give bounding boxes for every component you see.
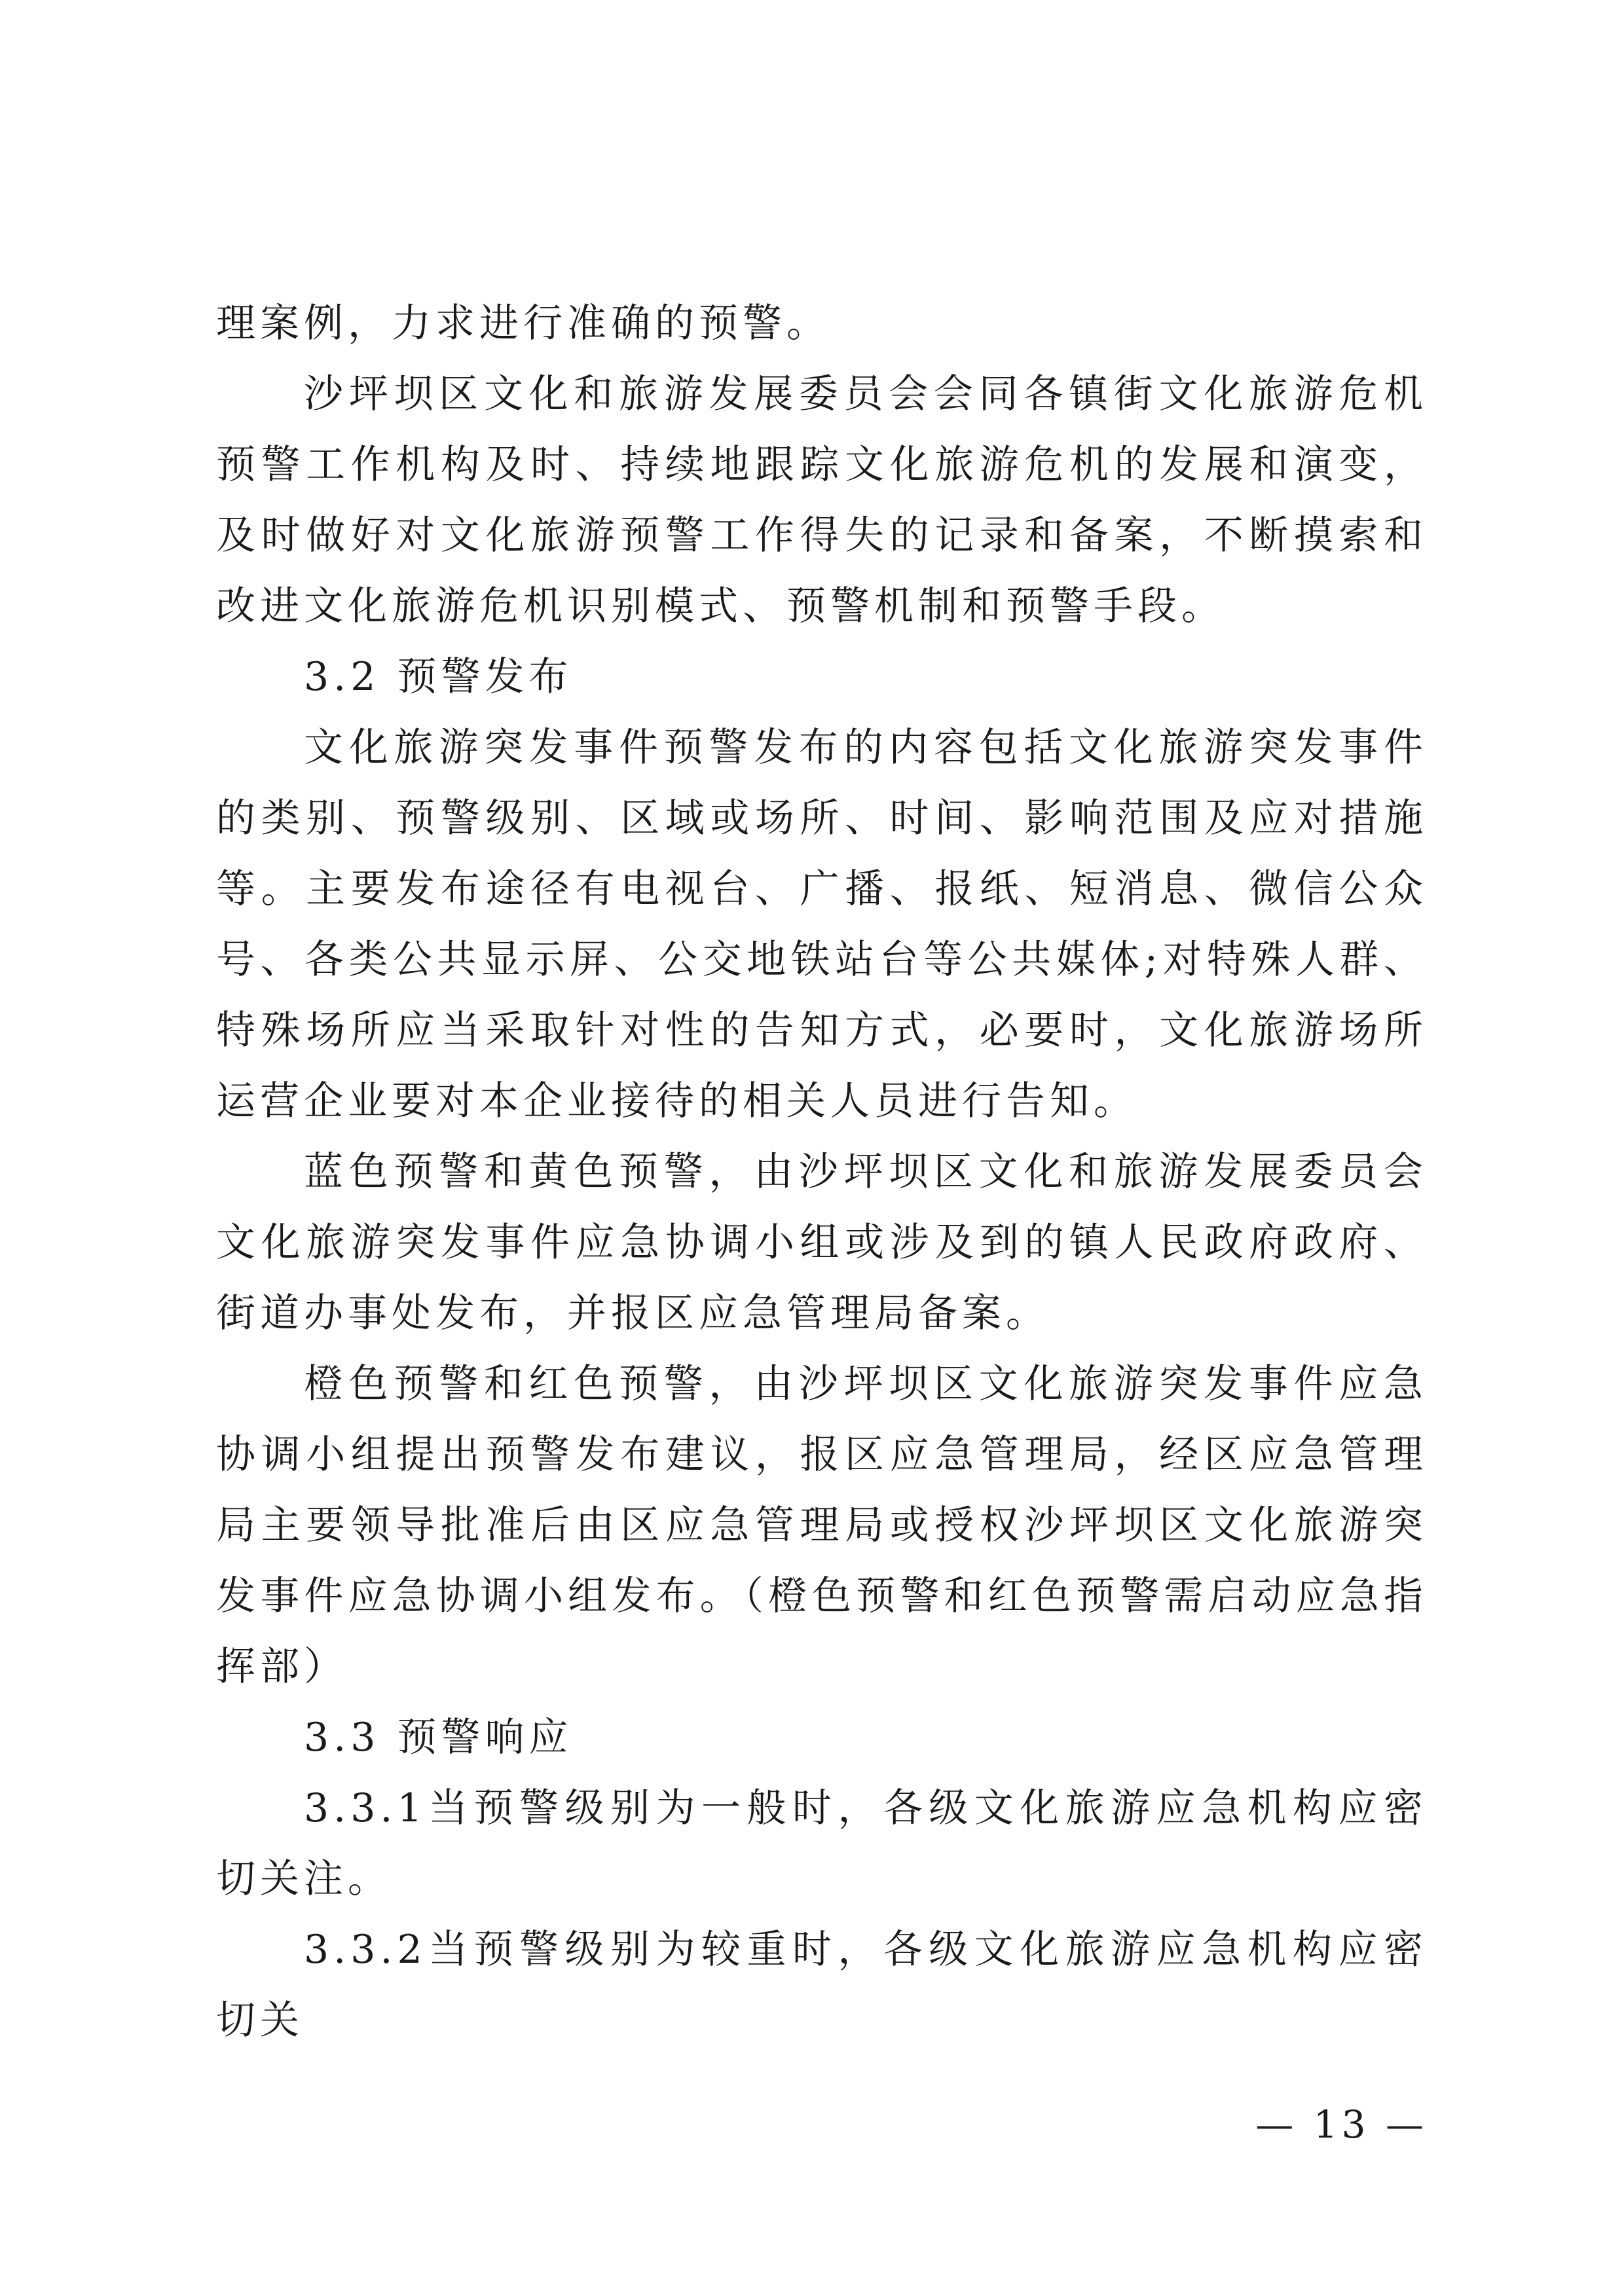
section-heading-3-3: 3.3 预警响应 [304,1715,573,1760]
paragraph-warning-content: 文化旅游突发事件预警发布的内容包括文化旅游突发事件的类别、预警级别、区域或场所、时间、影响范围及应对措施等。主要发布途径有电视台、广播、报纸、短消息、微信公众号、各类公共显示屏、公交地铁站台等公共媒体;对特殊人群、特殊场所应当采取针对性的告知方式，必要时，文化旅游场所运营企业要对本企业接待的相关人员进行告知。 [216,725,1428,1124]
paragraph-3-3-2: 3.3.2当预警级别为较重时，各级文化旅游应急机构应密切关 [216,1927,1428,2043]
paragraph-orange-red-warning: 橙色预警和红色预警，由沙坪坝区文化旅游突发事件应急协调小组提出预警发布建议，报区应急管理局，经区应急管理局主要领导批准后由区应急管理局或授权沙坪坝区文化旅游突发事件应急协调小组发布。（橙色预警和红色预警需启动应急指挥部） [216,1361,1428,1690]
paragraph-case-conclusion: 理案例，力求进行准确的预警。 [216,301,830,346]
paragraph-tracking-warning: 沙坪坝区文化和旅游发展委员会会同各镇街文化旅游危机预警工作机构及时、持续地跟踪文化旅游危机的发展和演变，及时做好对文化旅游预警工作得失的记录和备案，不断摸索和改进文化旅游危机识别模式、预警机制和预警手段。 [216,371,1428,629]
document-body [216,288,1428,2056]
section-heading-3-2: 3.2 预警发布 [304,654,573,700]
paragraph-3-3-1: 3.3.1当预警级别为一般时，各级文化旅游应急机构应密切关注。 [216,1785,1428,1902]
paragraph-blue-yellow-warning: 蓝色预警和黄色预警，由沙坪坝区文化和旅游发展委员会文化旅游突发事件应急协调小组或涉及到的镇人民政府政府、街道办事处发布，并报区应急管理局备案。 [216,1149,1428,1336]
page-number: — 13 — [1255,2102,1428,2147]
